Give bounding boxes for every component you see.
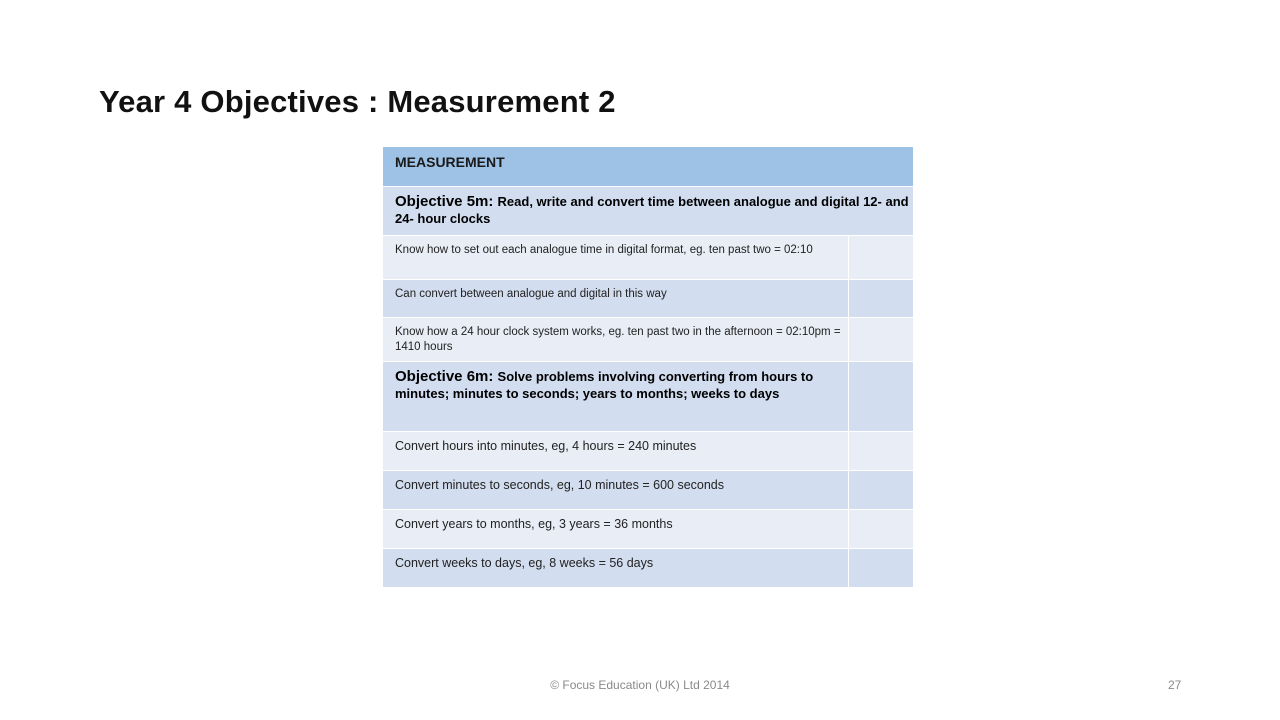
table-row: [383, 236, 914, 280]
objective-6m-row: [383, 362, 914, 432]
checkbox-cell: [849, 432, 914, 471]
slide-title: Year 4 Objectives : Measurement 2: [99, 84, 616, 119]
checkbox-cell: [849, 318, 914, 362]
objective-5m-row: [383, 187, 914, 236]
footer-copyright: © Focus Education (UK) Ltd 2014: [550, 678, 730, 692]
objective-6m-description: Solve problems involving converting from hours to minutes; minutes to seconds; years to months; weeks to days: [395, 369, 814, 401]
page-number: 27: [1168, 678, 1182, 692]
checkbox-cell: [849, 280, 914, 318]
checkbox-cell: [849, 549, 914, 588]
checkbox-cell: [849, 510, 914, 549]
table-row: [383, 432, 914, 471]
table-row: [383, 471, 914, 510]
row-text: Convert years to months, eg, 3 years = 36 months: [383, 510, 849, 549]
objective-6m-label: Objective 6m:: [395, 368, 498, 385]
row-text: Know how a 24 hour clock system works, eg. ten past two in the afternoon = 02:10pm = 1410 hours: [383, 318, 849, 362]
row-text: Convert weeks to days, eg, 8 weeks = 56 days: [383, 549, 849, 588]
table-header: MEASUREMENT: [383, 147, 914, 187]
table-row: [383, 318, 914, 362]
objective-5m-description: Read, write and convert time between analogue and digital 12- and 24- hour clocks: [395, 194, 909, 226]
row-text: Convert minutes to seconds, eg, 10 minutes = 600 seconds: [383, 471, 849, 510]
objective-5m-label: Objective 5m:: [395, 193, 498, 210]
checkbox-cell: [849, 362, 914, 432]
table-row: [383, 280, 914, 318]
objective-6m-cell: [383, 362, 849, 432]
table-row: [383, 510, 914, 549]
checkbox-cell: [849, 236, 914, 280]
row-text: Convert hours into minutes, eg, 4 hours = 240 minutes: [383, 432, 849, 471]
table-header-row: [383, 147, 914, 187]
objective-5m-cell: [383, 187, 914, 236]
objectives-table: [382, 146, 914, 588]
table-row: [383, 549, 914, 588]
row-text: Can convert between analogue and digital in this way: [383, 280, 849, 318]
checkbox-cell: [849, 471, 914, 510]
row-text: Know how to set out each analogue time in digital format, eg. ten past two = 02:10: [383, 236, 849, 280]
